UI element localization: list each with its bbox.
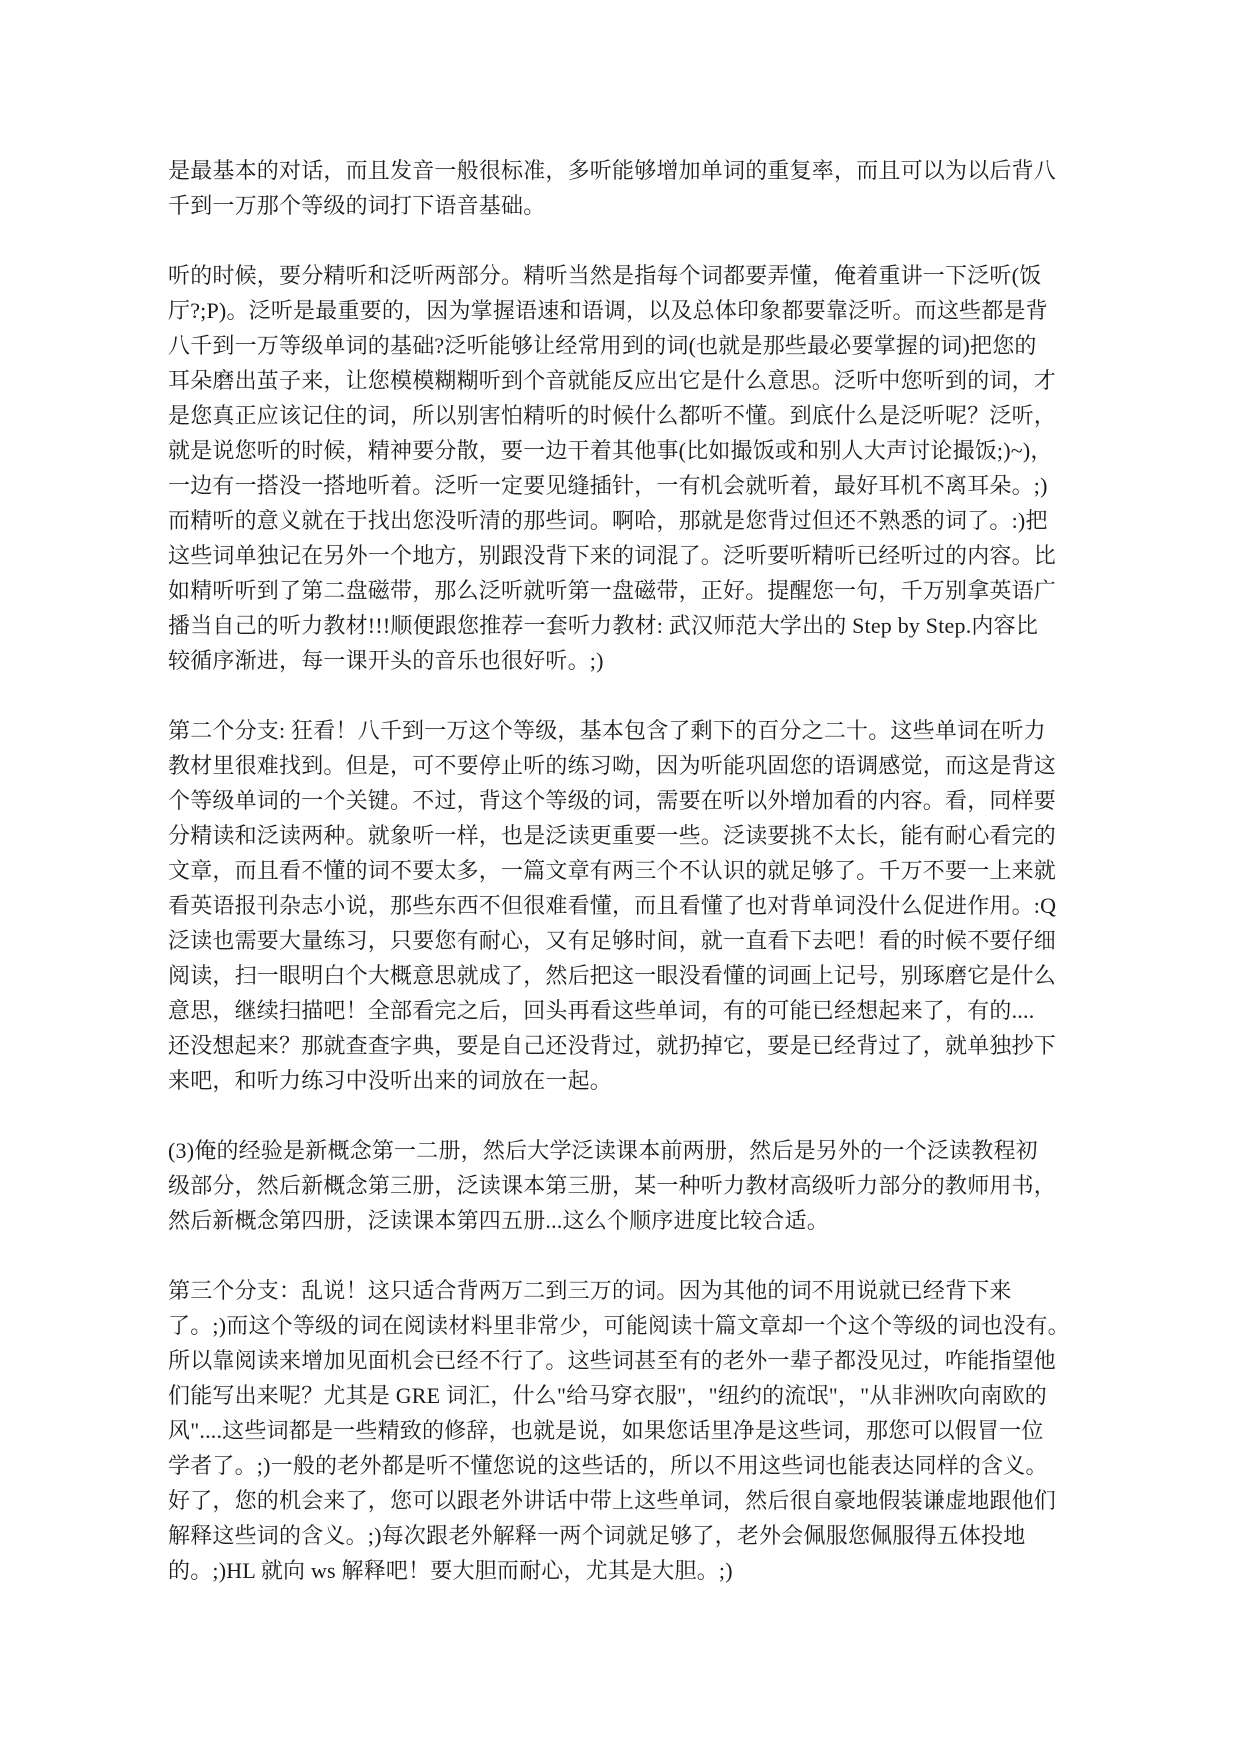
- text-line: 而精听的意义就在于找出您没听清的那些词。啊哈，那就是您背过但还不熟悉的词了。:)把: [168, 508, 1048, 533]
- text-line: 们能写出来呢？尤其是 GRE 词汇，什么"给马穿衣服"，"纽约的流氓"，"从非洲吹向南欧的: [168, 1383, 1047, 1408]
- text-line: 是最基本的对话，而且发音一般很标准，多听能够增加单词的重复率，而且可以为以后背八: [168, 158, 1057, 183]
- text-line: 意思，继续扫描吧！全部看完之后，回头再看这些单词，有的可能已经想起来了，有的....: [168, 998, 1035, 1023]
- text-line: 还没想起来？那就查查字典，要是自己还没背过，就扔掉它，要是已经背过了，就单独抄下: [168, 1033, 1057, 1058]
- text-line: 阅读，扫一眼明白个大概意思就成了，然后把这一眼没看懂的词画上记号，别琢磨它是什么: [168, 963, 1057, 988]
- text-line: 播当自己的听力教材!!!顺便跟您推荐一套听力教材: 武汉师范大学出的 Step by Step.内容比: [168, 613, 1039, 638]
- text-line: 了。;)而这个等级的词在阅读材料里非常少，可能阅读十篇文章却一个这个等级的词也没有。: [168, 1313, 1070, 1338]
- text-line: 分精读和泛读两种。就象听一样，也是泛读更重要一些。泛读要挑不太长，能有耐心看完的: [168, 823, 1057, 848]
- text-line: 个等级单词的一个关键。不过，背这个等级的词，需要在听以外增加看的内容。看，同样要: [168, 788, 1057, 813]
- text-line: 一边有一搭没一搭地听着。泛听一定要见缝插针，一有机会就听着，最好耳机不离耳朵。;): [168, 473, 1048, 498]
- text-line: 来吧，和听力练习中没听出来的词放在一起。: [168, 1068, 613, 1093]
- text-line: 较循序渐进，每一课开头的音乐也很好听。;): [168, 648, 604, 673]
- paragraph: [168, 153, 1081, 223]
- text-line: 级部分，然后新概念第三册，泛读课本第三册，某一种听力教材高级听力部分的教师用书，: [168, 1173, 1057, 1198]
- text-line: 如精听听到了第二盘磁带，那么泛听就听第一盘磁带，正好。提醒您一句，千万别拿英语广: [168, 578, 1057, 603]
- paragraph: [168, 1133, 1081, 1238]
- text-line: 然后新概念第四册，泛读课本第四五册...这么个顺序进度比较合适。: [168, 1208, 829, 1233]
- text-line: 看英语报刊杂志小说，那些东西不但很难看懂，而且看懂了也对背单词没什么促进作用。:Q: [168, 893, 1057, 918]
- text-line: 解释这些词的含义。;)每次跟老外解释一两个词就足够了，老外会佩服您佩服得五体投地: [168, 1523, 1026, 1548]
- text-line: 泛读也需要大量练习，只要您有耐心，又有足够时间，就一直看下去吧！看的时候不要仔细: [168, 928, 1057, 953]
- paragraph: [168, 713, 1081, 1098]
- text-line: (3)俺的经验是新概念第一二册，然后大学泛读课本前两册，然后是另外的一个泛读教程初: [168, 1138, 1038, 1163]
- text-line: 八千到一万等级单词的基础?泛听能够让经常用到的词(也就是那些最必要掌握的词)把您的: [168, 333, 1037, 358]
- text-line: 第三个分支：乱说！这只适合背两万二到三万的词。因为其他的词不用说就已经背下来: [168, 1278, 1012, 1303]
- document-body: [168, 153, 1081, 1588]
- text-line: 文章，而且看不懂的词不要太多，一篇文章有两三个不认识的就足够了。千万不要一上来就: [168, 858, 1057, 883]
- text-line: 是您真正应该记住的词，所以别害怕精听的时候什么都听不懂。到底什么是泛听呢？泛听，: [168, 403, 1057, 428]
- text-line: 这些词单独记在另外一个地方，别跟没背下来的词混了。泛听要听精听已经听过的内容。比: [168, 543, 1057, 568]
- text-line: 耳朵磨出茧子来，让您模模糊糊听到个音就能反应出它是什么意思。泛听中您听到的词，才: [168, 368, 1057, 393]
- paragraph: [168, 258, 1081, 678]
- text-line: 听的时候，要分精听和泛听两部分。精听当然是指每个词都要弄懂，俺着重讲一下泛听(饭: [168, 263, 1042, 288]
- text-line: 学者了。;)一般的老外都是听不懂您说的这些话的，所以不用这些词也能表达同样的含义。: [168, 1453, 1048, 1478]
- text-line: 所以靠阅读来增加见面机会已经不行了。这些词甚至有的老外一辈子都没见过，咋能指望他: [168, 1348, 1057, 1373]
- text-line: 厅?;P)。泛听是最重要的，因为掌握语速和语调，以及总体印象都要靠泛听。而这些都是背: [168, 298, 1048, 323]
- text-line: 的。;)HL 就向 ws 解释吧！要大胆而耐心，尤其是大胆。;): [168, 1558, 733, 1583]
- text-line: 好了，您的机会来了，您可以跟老外讲话中带上这些单词，然后很自豪地假装谦虚地跟他们: [168, 1488, 1057, 1513]
- text-line: 教材里很难找到。但是，可不要停止听的练习呦，因为听能巩固您的语调感觉，而这是背这: [168, 753, 1057, 778]
- text-line: 第二个分支: 狂看！八千到一万这个等级，基本包含了剩下的百分之二十。这些单词在听力: [168, 718, 1046, 743]
- text-line: 千到一万那个等级的词打下语音基础。: [168, 193, 546, 218]
- paragraph: [168, 1273, 1081, 1588]
- text-line: 就是说您听的时候，精神要分散，要一边干着其他事(比如撮饭或和别人大声讨论撮饭;)~)，: [168, 438, 1053, 463]
- text-line: 风"....这些词都是一些精致的修辞，也就是说，如果您话里净是这些词，那您可以假冒一位: [168, 1418, 1044, 1443]
